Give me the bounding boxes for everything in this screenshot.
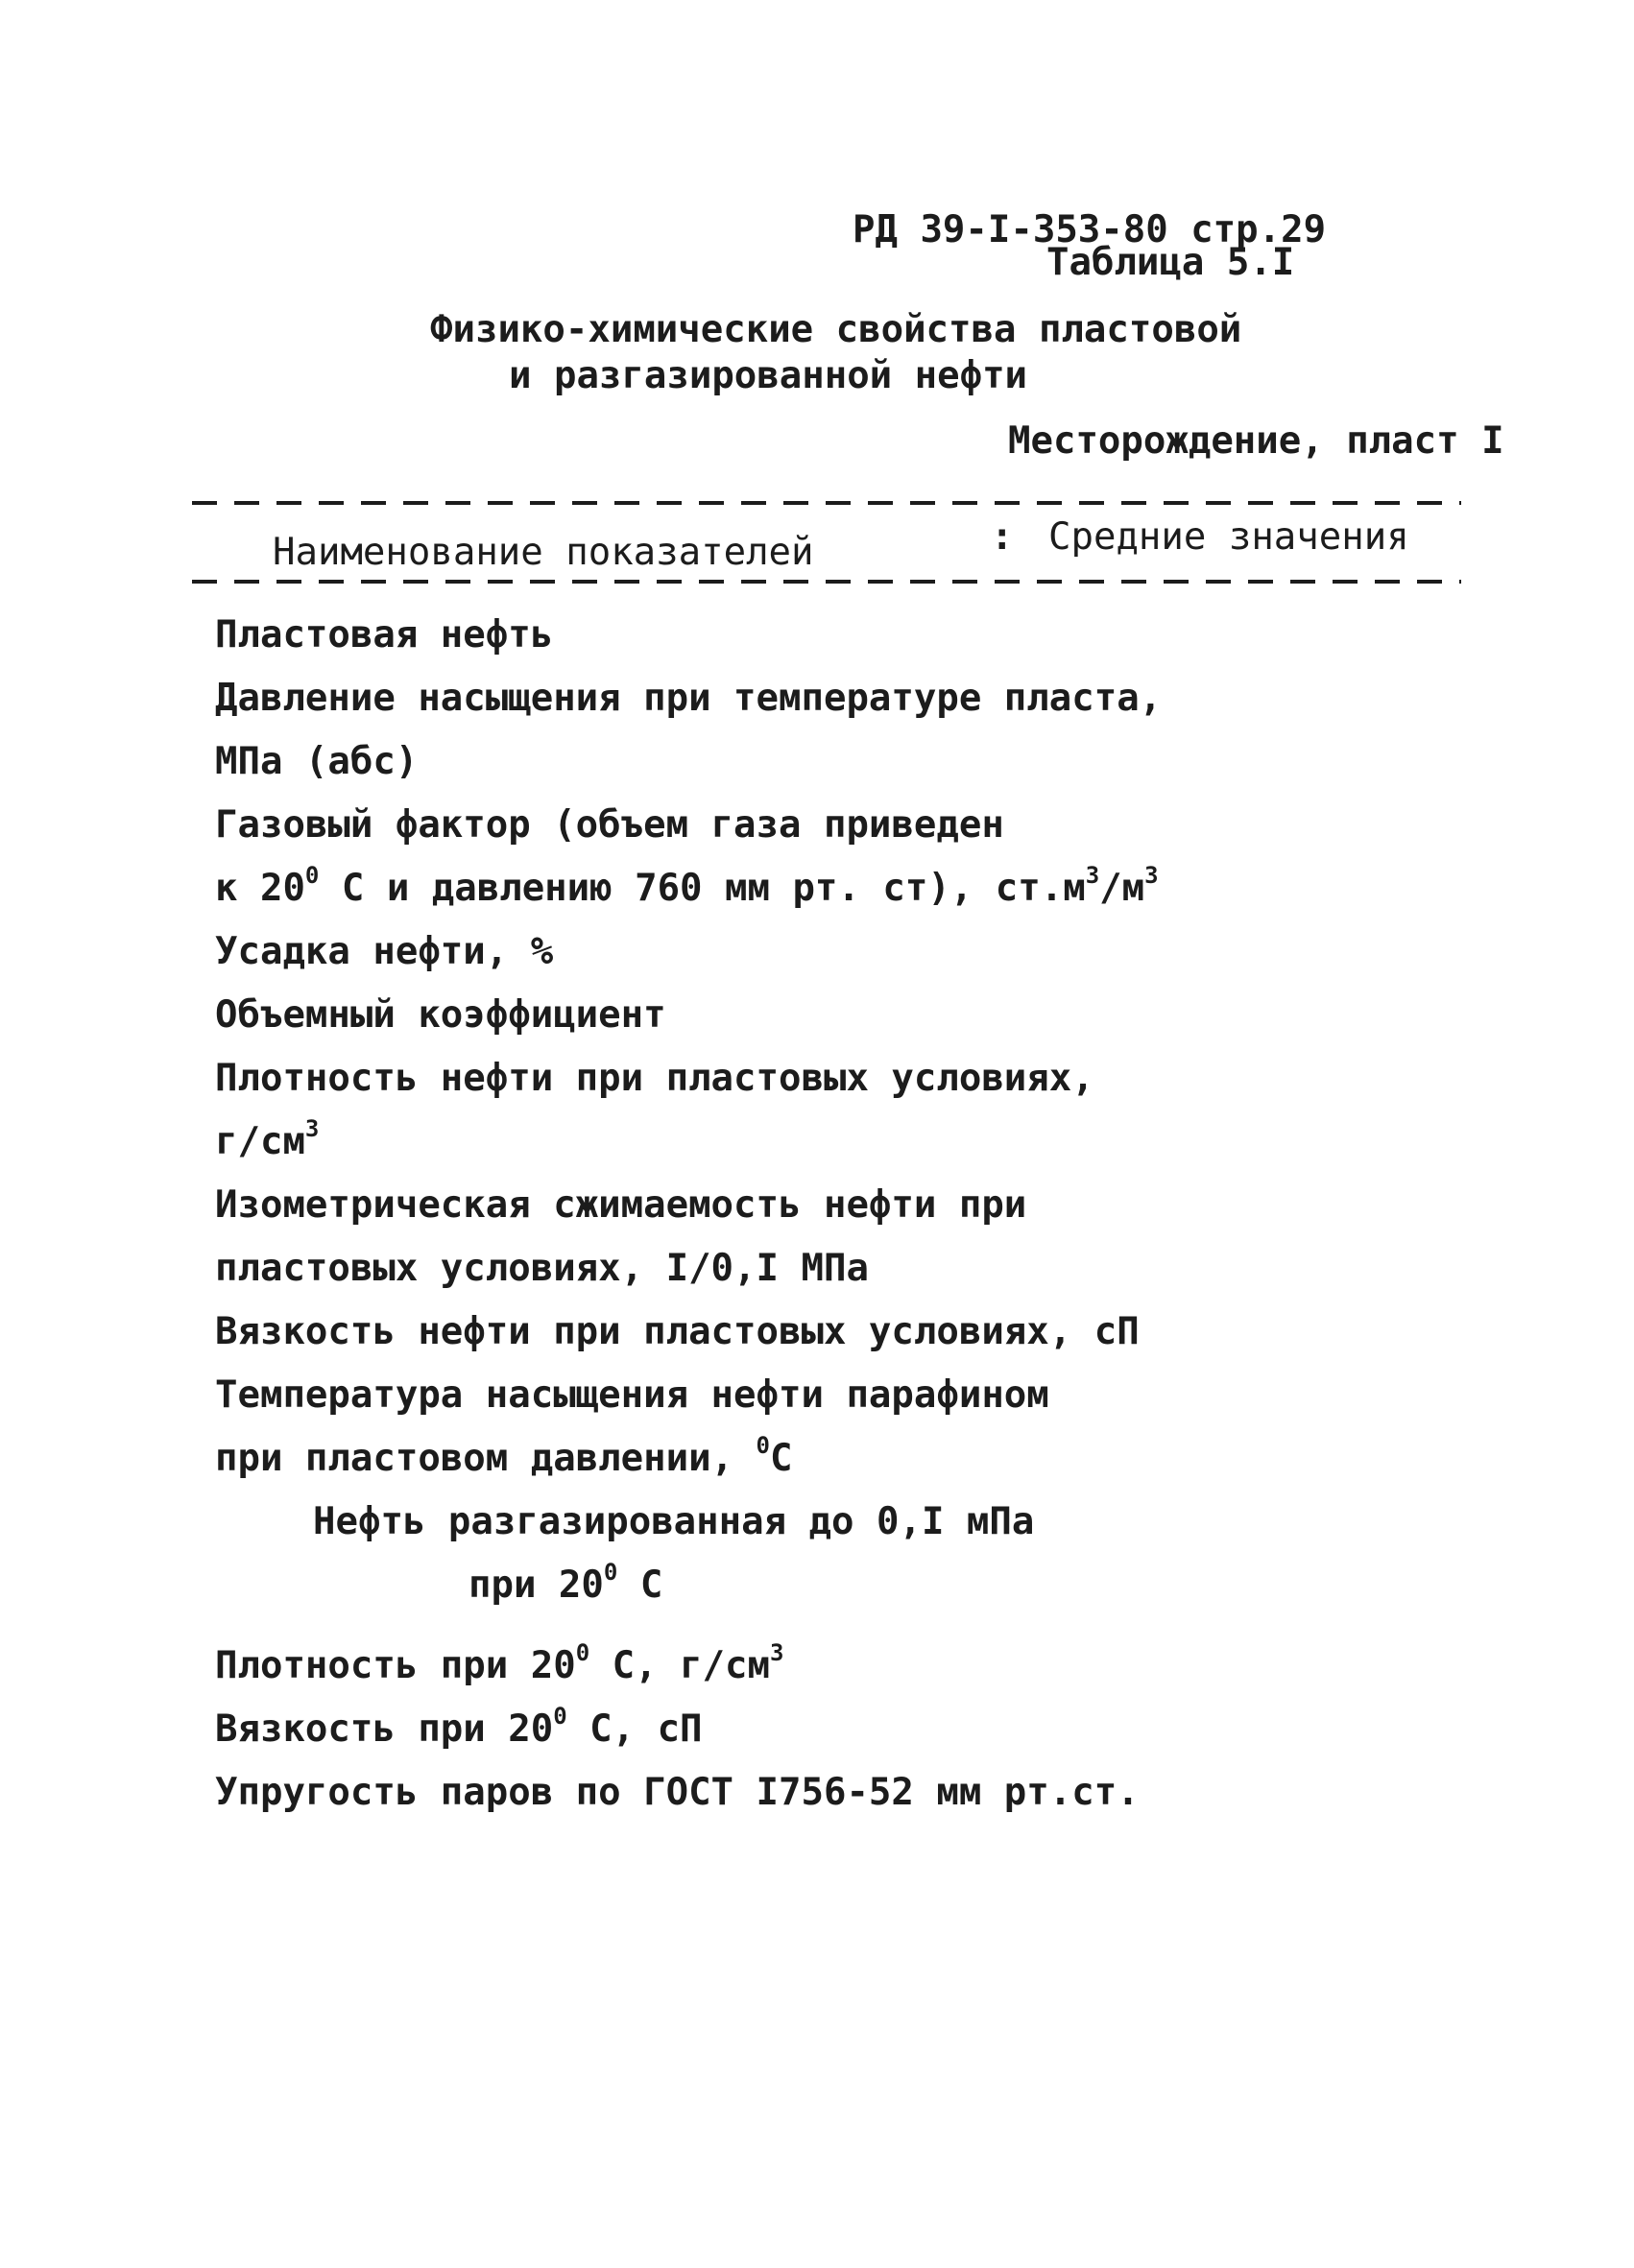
header-col-name: Наименование показателей: [273, 531, 814, 574]
row-vapor-pressure: Упругость паров по ГОСТ I756-52 мм рт.ст.: [215, 1771, 1140, 1814]
row-oil-density-unit: $г/см^3$: [215, 1115, 320, 1163]
row-oil-density-reservoir: Плотность нефти при пластовых условиях,: [215, 1057, 1094, 1100]
row-density-20c: Плотность при $20^0$ С, $г/см^3$: [215, 1639, 784, 1687]
table-label: Таблица 5.I: [1046, 241, 1295, 284]
row-paraffin-saturation-temp-unit: при пластовом давлении, $^0$С: [215, 1432, 793, 1480]
field-label: Месторождение, пласт I: [1008, 419, 1504, 463]
table-title-line2: и разгазированной нефти: [509, 354, 1028, 397]
row-gas-factor-conditions: к $20^0$ С и давлению 760 мм рт. ст), $ст.м^3/м^3$: [215, 862, 1159, 910]
row-oil-shrinkage: Усадка нефти, %: [215, 930, 554, 973]
subheading-degassed-oil-temp: при $20^0$ С: [469, 1559, 663, 1607]
row-compressibility: Изометрическая сжимаемость нефти при: [215, 1183, 1027, 1227]
row-viscosity-20c: Вязкость при $20^0$ С, сП: [215, 1703, 703, 1751]
row-oil-viscosity-reservoir: Вязкость нефти при пластовых условиях, сП: [215, 1310, 1140, 1353]
row-saturation-pressure-unit: МПа (абс): [215, 740, 419, 783]
subheading-degassed-oil: Нефть разгазированная до 0,I мПа: [313, 1500, 1035, 1543]
header-separator: :: [991, 515, 1014, 559]
table-title-line1: Физико-химические свойства пластовой: [430, 308, 1242, 351]
header-bottom-rule: [192, 580, 1461, 584]
row-paraffin-saturation-temp: Температура насыщения нефти парафином: [215, 1373, 1049, 1417]
header-col-values: Средние значения: [1048, 515, 1409, 559]
row-reservoir-oil: Пластовая нефть: [215, 613, 554, 657]
document-reference: РД 39-I-353-80 стр.29: [853, 208, 1327, 251]
header-top-rule: [192, 501, 1461, 505]
row-compressibility-unit: пластовых условиях, I/0,I МПа: [215, 1247, 869, 1290]
row-gas-factor: Газовый фактор (объем газа приведен: [215, 803, 1004, 847]
row-saturation-pressure: Давление насыщения при температуре пласта,: [215, 677, 1163, 720]
row-volume-factor: Объемный коэффициент: [215, 993, 666, 1037]
